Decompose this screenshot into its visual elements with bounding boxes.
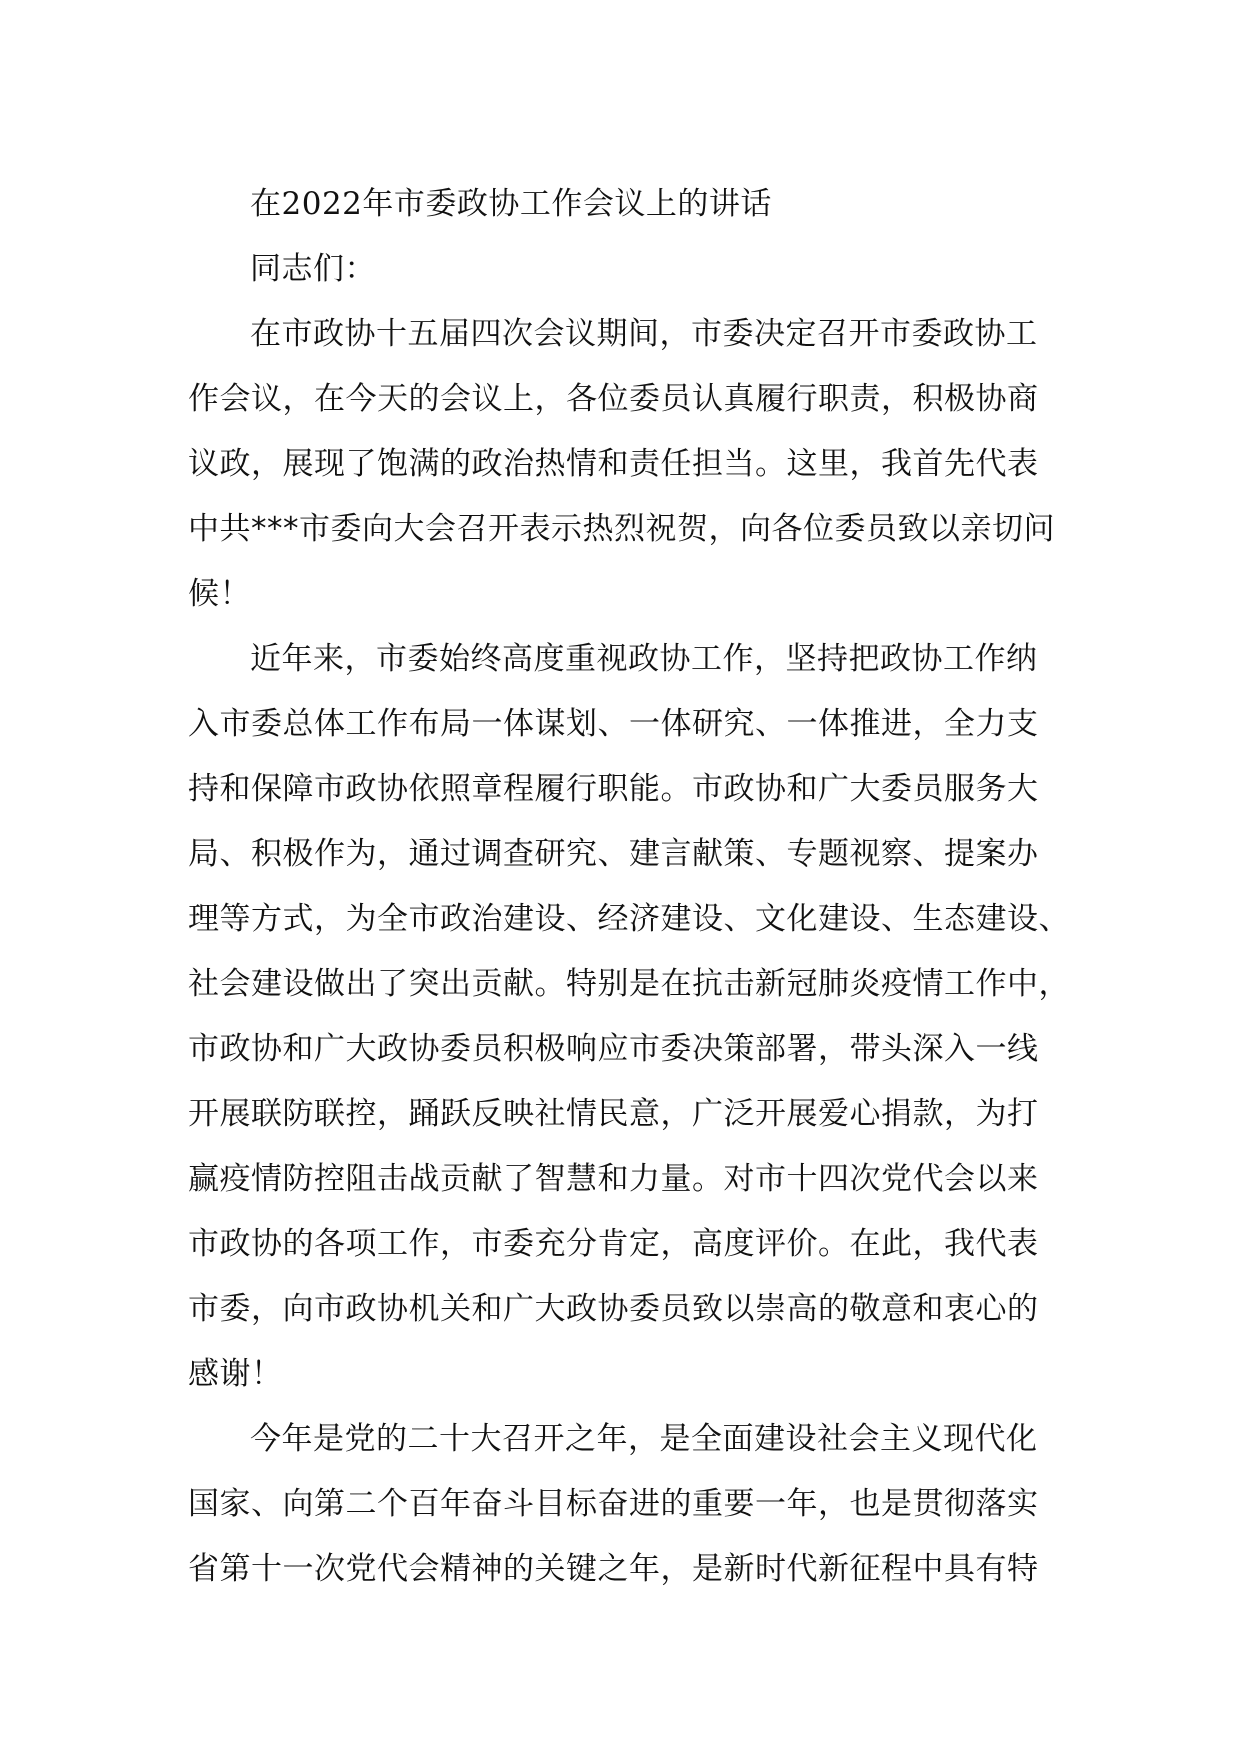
paragraph-line: 社会建设做出了突出贡献。特别是在抗击新冠肺炎疫情工作中， <box>188 966 1070 1002</box>
salutation: 同志们： <box>250 251 376 287</box>
paragraph-line: 理等方式，为全市政治建设、经济建设、文化建设、生态建设、 <box>188 901 1070 937</box>
paragraph-line: 持和保障市政协依照章程履行职能。市政协和广大委员服务大 <box>188 771 1039 807</box>
paragraph-line: 市政协和广大政协委员积极响应市委决策部署，带头深入一线 <box>188 1031 1039 1067</box>
paragraph-line: 中共***市委向大会召开表示热烈祝贺，向各位委员致以亲切问 <box>188 511 1055 547</box>
paragraph-line: 局、积极作为，通过调查研究、建言献策、专题视察、提案办 <box>188 836 1039 872</box>
paragraph-line: 近年来，市委始终高度重视政协工作，坚持把政协工作纳 <box>250 641 1038 677</box>
paragraph-line: 市政协的各项工作，市委充分肯定，高度评价。在此，我代表 <box>188 1226 1039 1262</box>
paragraph-2 <box>188 627 1068 1407</box>
paragraph-line: 开展联防联控，踊跃反映社情民意，广泛开展爱心捐款，为打 <box>188 1096 1039 1132</box>
paragraph-line: 省第十一次党代会精神的关键之年，是新时代新征程中具有特 <box>188 1551 1039 1587</box>
document-title: 在2022年市委政协工作会议上的讲话 <box>250 186 772 222</box>
paragraph-line: 议政，展现了饱满的政治热情和责任担当。这里，我首先代表 <box>188 446 1039 482</box>
paragraph-line: 感谢！ <box>188 1356 283 1392</box>
paragraph-line: 入市委总体工作布局一体谋划、一体研究、一体推进，全力支 <box>188 706 1039 742</box>
paragraph-line: 市委，向市政协机关和广大政协委员致以崇高的敬意和衷心的 <box>188 1291 1039 1327</box>
document-body <box>188 172 1068 1602</box>
paragraph-line: 今年是党的二十大召开之年，是全面建设社会主义现代化 <box>250 1421 1038 1457</box>
paragraph-line: 赢疫情防控阻击战贡献了智慧和力量。对市十四次党代会以来 <box>188 1161 1039 1197</box>
paragraph-line: 候！ <box>188 576 251 612</box>
paragraph-line: 国家、向第二个百年奋斗目标奋进的重要一年，也是贯彻落实 <box>188 1486 1039 1522</box>
paragraph-1 <box>188 302 1068 627</box>
paragraph-line: 在市政协十五届四次会议期间，市委决定召开市委政协工 <box>250 316 1038 352</box>
paragraph-line: 作会议，在今天的会议上，各位委员认真履行职责，积极协商 <box>188 381 1039 417</box>
paragraph-3 <box>188 1407 1068 1602</box>
